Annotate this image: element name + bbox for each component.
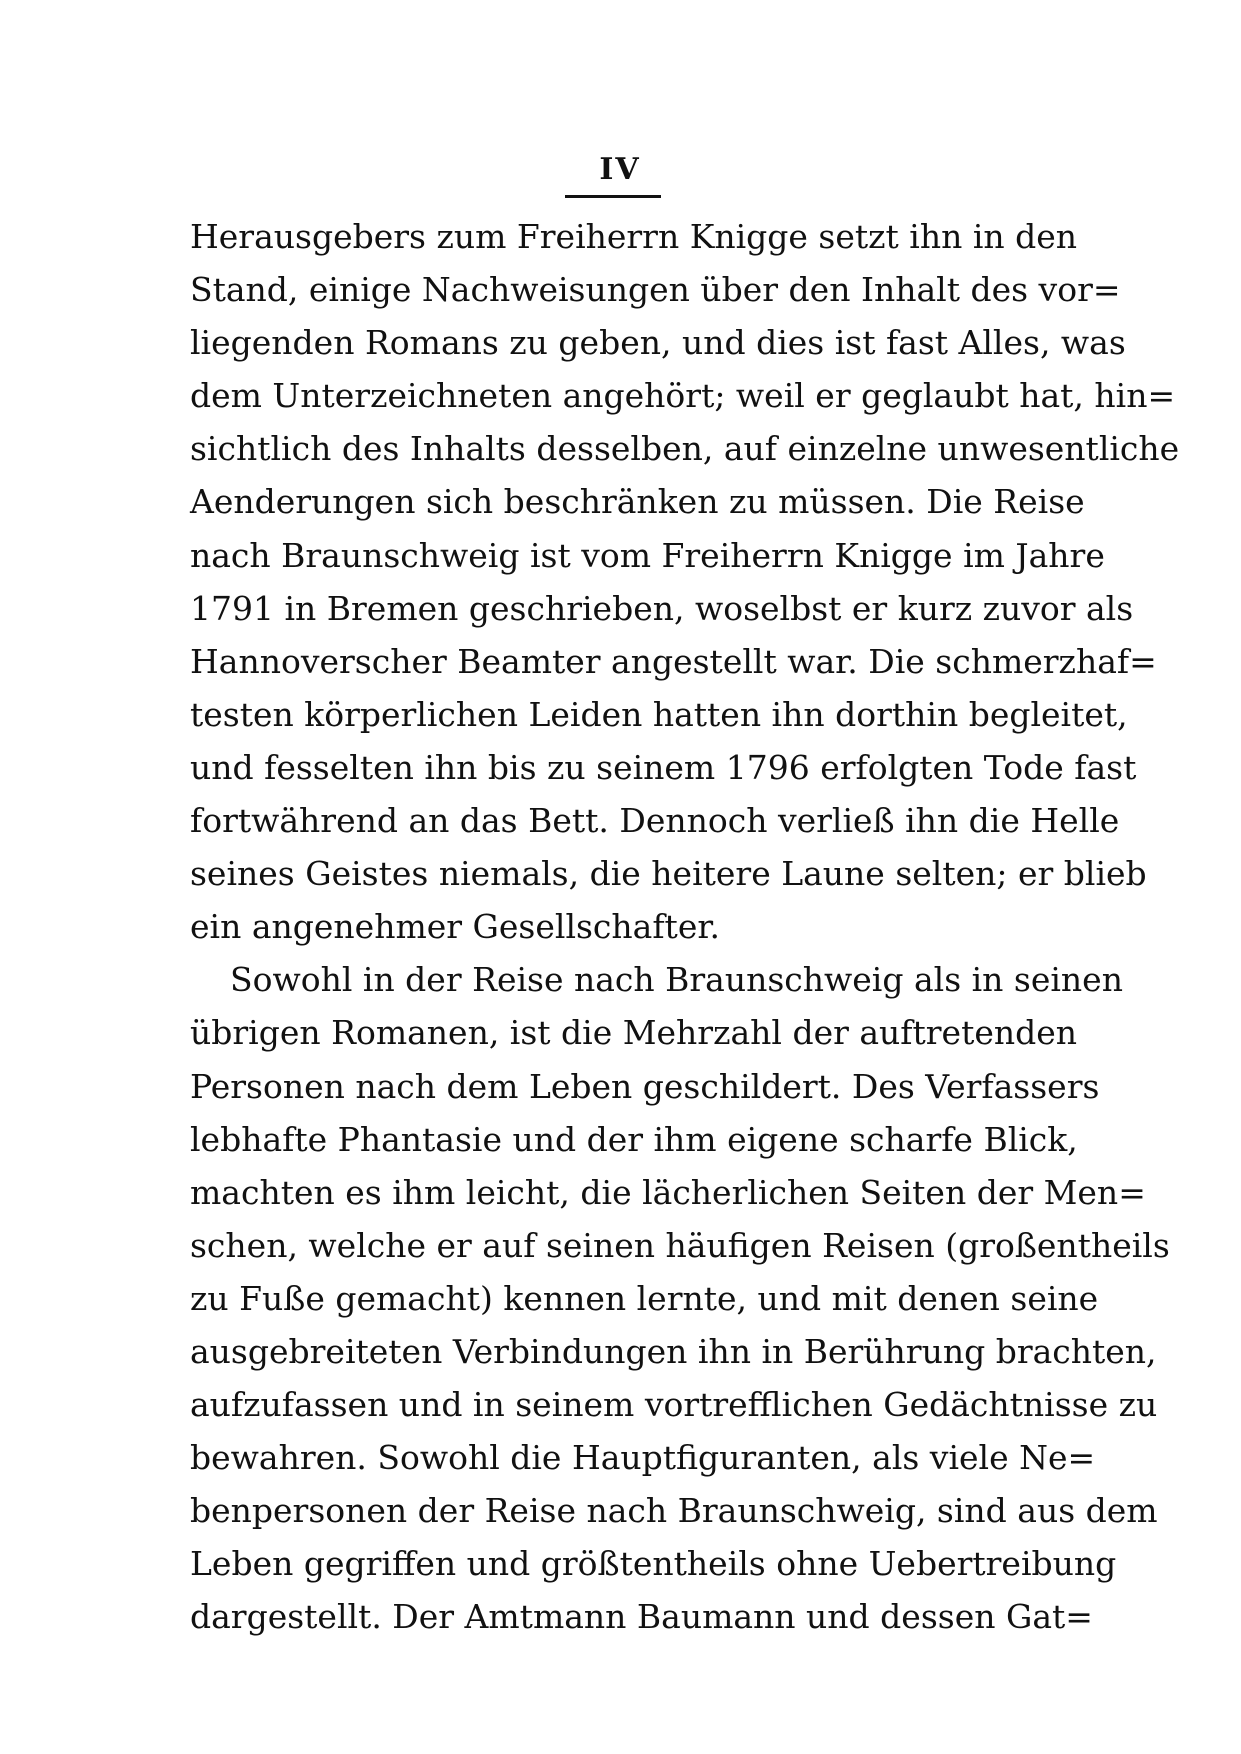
text-line: testen körperlichen Leiden hatten ihn dorthin begleitet, xyxy=(190,694,1128,734)
text-line: Hannoverscher Beamter angestellt war. Die schmerzhaf= xyxy=(190,641,1157,681)
text-line: dargestellt. Der Amtmann Baumann und dessen Gat= xyxy=(190,1597,1093,1637)
text-line: 1791 in Bremen geschrieben, woselbst er kurz zuvor als xyxy=(190,588,1134,628)
paragraph xyxy=(190,953,1170,1643)
text-line: ein angenehmer Gesellschafter. xyxy=(190,907,720,947)
text-line: liegenden Romans zu geben, und dies ist fast Alles, was xyxy=(190,323,1126,363)
text-line: fortwährend an das Bett. Dennoch verließ ihn die Helle xyxy=(190,801,1120,841)
text-line: Personen nach dem Leben geschildert. Des Verfassers xyxy=(190,1066,1100,1106)
text-line: Leben gegriffen und größtentheils ohne Uebertreibung xyxy=(190,1544,1117,1584)
text-line: nach Braunschweig ist vom Freiherrn Knigge im Jahre xyxy=(190,535,1105,575)
paragraph xyxy=(190,210,1180,953)
text-line: dem Unterzeichneten angehört; weil er geglaubt hat, hin= xyxy=(190,376,1176,416)
body-text xyxy=(190,210,1180,1644)
text-line: sichtlich des Inhalts desselben, auf einzelne unwesentliche xyxy=(190,429,1180,469)
text-line: benpersonen der Reise nach Braunschweig, sind aus dem xyxy=(190,1491,1158,1531)
text-line: Sowohl in der Reise nach Braunschweig als in seinen xyxy=(230,960,1123,1000)
text-line: lebhafte Phantasie und der ihm eigene scharfe Blick, xyxy=(190,1119,1078,1159)
text-line: schen, welche er auf seinen häufigen Reisen (großentheils xyxy=(190,1225,1170,1265)
text-line: Stand, einige Nachweisungen über den Inhalt des vor= xyxy=(190,270,1121,310)
text-line: und fesselten ihn bis zu seinem 1796 erfolgten Tode fast xyxy=(190,747,1137,787)
text-line: übrigen Romanen, ist die Mehrzahl der auftretenden xyxy=(190,1013,1078,1053)
text-line: Aenderungen sich beschränken zu müssen. Die Reise xyxy=(190,482,1085,522)
header-rule xyxy=(565,195,661,198)
text-line: ausgebreiteten Verbindungen ihn in Berührung brachten, xyxy=(190,1331,1157,1371)
text-line: aufzufassen und in seinem vortrefflichen Gedächtnisse zu xyxy=(190,1385,1158,1425)
text-line: Herausgebers zum Freiherrn Knigge setzt ihn in den xyxy=(190,217,1078,256)
text-line: zu Fuße gemacht) kennen lernte, und mit denen seine xyxy=(190,1278,1099,1318)
text-line: bewahren. Sowohl die Hauptfiguranten, als viele Ne= xyxy=(190,1438,1096,1478)
text-line: seines Geistes niemals, die heitere Laune selten; er blieb xyxy=(190,854,1147,894)
page-number: IV xyxy=(599,152,641,187)
text-line: machten es ihm leicht, die lächerlichen Seiten der Men= xyxy=(190,1172,1146,1212)
